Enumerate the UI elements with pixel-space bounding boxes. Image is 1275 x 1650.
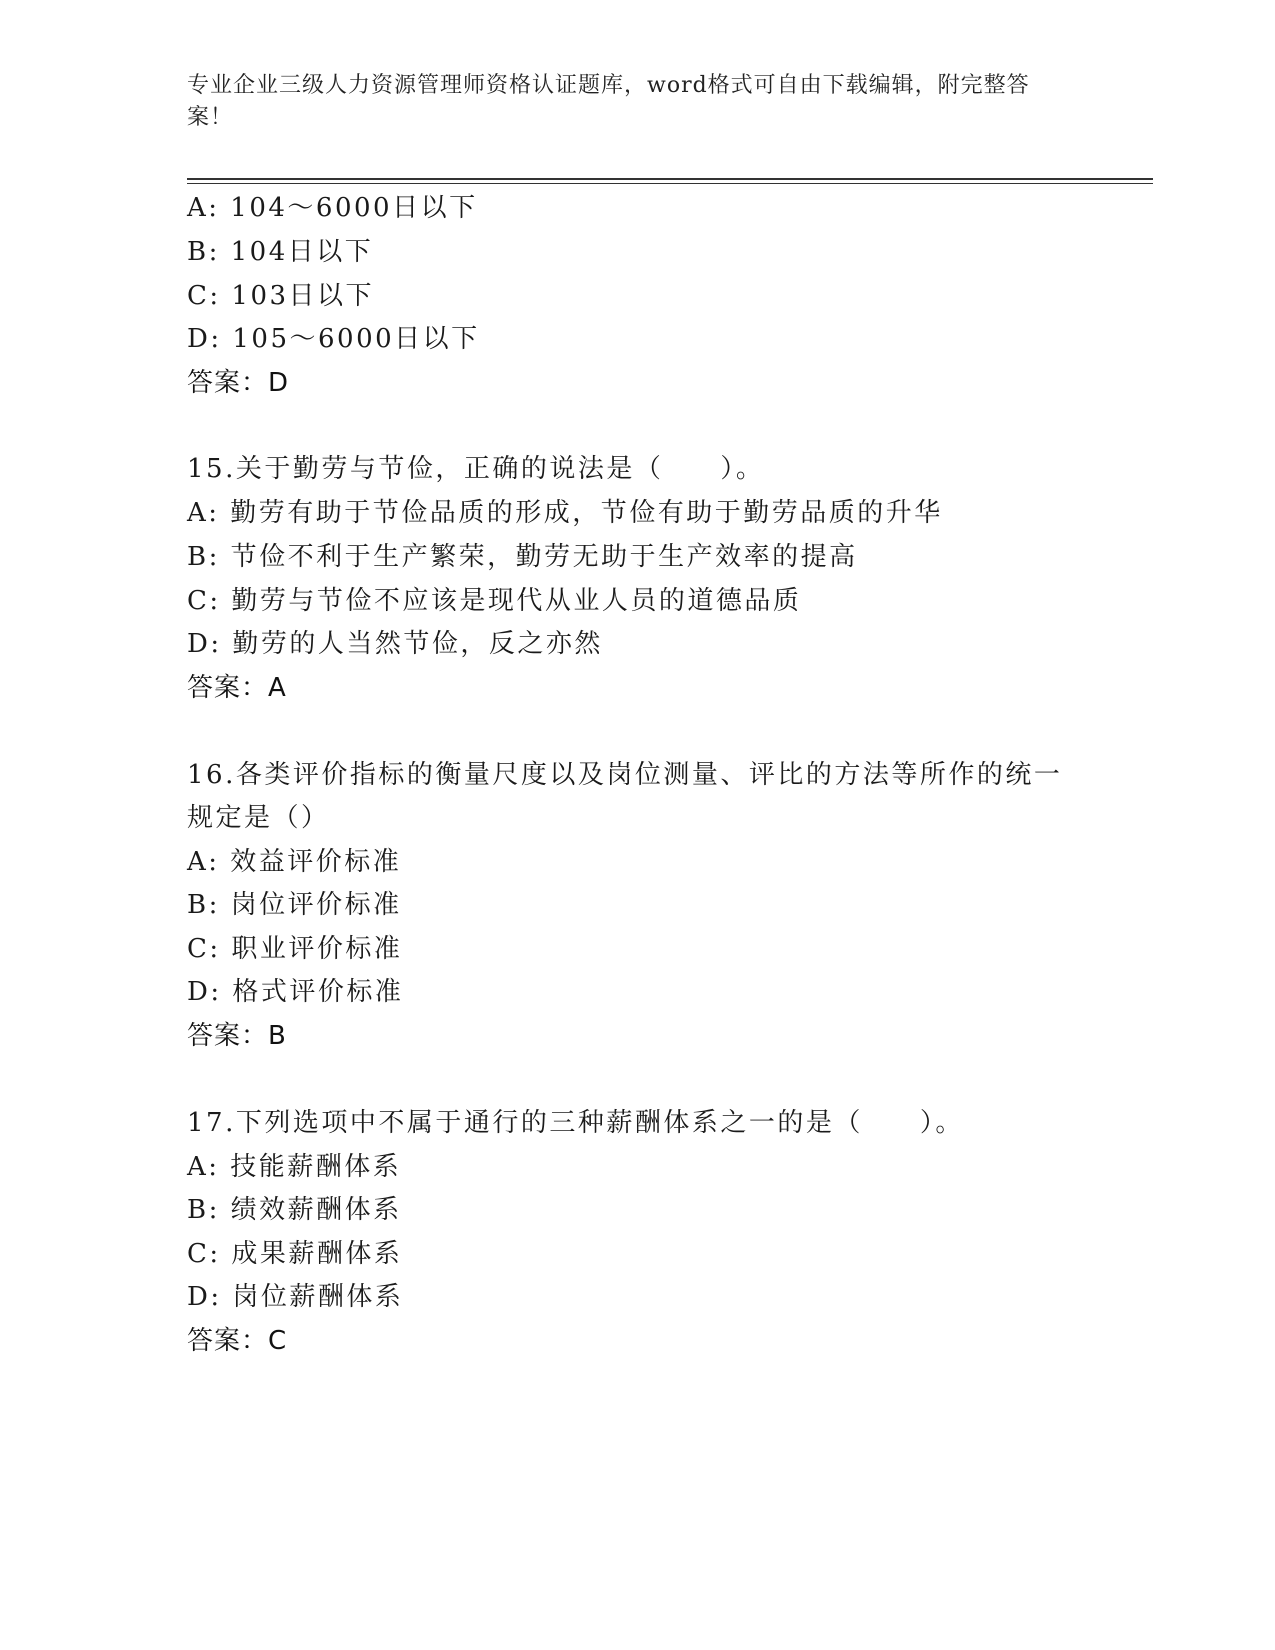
option-a: A: 104～6000日以下	[187, 193, 478, 223]
option-d: D: 格式评价标准	[187, 977, 404, 1007]
option-b: B: 岗位评价标准	[187, 890, 402, 920]
answer-line: 答案：B	[187, 1021, 287, 1051]
option-c: C: 职业评价标准	[187, 934, 403, 964]
answer-line: 答案：A	[187, 673, 287, 703]
answer-line: 答案：C	[187, 1326, 288, 1356]
question-16-stem: 16.各类评价指标的衡量尺度以及岗位测量、评比的方法等所作的统一	[187, 760, 1063, 790]
option-c: C: 勤劳与节俭不应该是现代从业人员的道德品质	[187, 586, 802, 616]
option-a: A: 技能薪酬体系	[187, 1152, 402, 1182]
option-a: A: 勤劳有助于节俭品质的形成，节俭有助于勤劳品质的升华	[187, 498, 943, 528]
option-d: D: 勤劳的人当然节俭，反之亦然	[187, 629, 603, 659]
option-c: C: 成果薪酬体系	[187, 1239, 403, 1269]
header-divider-thick	[187, 178, 1153, 180]
option-c: C: 103日以下	[187, 281, 375, 311]
header-divider-thin	[187, 183, 1153, 184]
option-d: D: 岗位薪酬体系	[187, 1282, 404, 1312]
option-d: D: 105～6000日以下	[187, 324, 480, 354]
option-b: B: 绩效薪酬体系	[187, 1195, 402, 1225]
option-b: B: 节俭不利于生产繁荣，勤劳无助于生产效率的提高	[187, 542, 858, 572]
question-16-stem-continued: 规定是（）	[187, 803, 330, 833]
question-15-stem: 15.关于勤劳与节俭，正确的说法是（ ）。	[187, 454, 765, 484]
option-a: A: 效益评价标准	[187, 847, 402, 877]
option-b: B: 104日以下	[187, 237, 374, 267]
answer-line: 答案：D	[187, 368, 290, 398]
question-17-stem: 17.下列选项中不属于通行的三种薪酬体系之一的是（ ）。	[187, 1108, 964, 1138]
document-header: 专业企业三级人力资源管理师资格认证题库，word格式可自由下载编辑，附完整答案！	[187, 73, 1030, 130]
